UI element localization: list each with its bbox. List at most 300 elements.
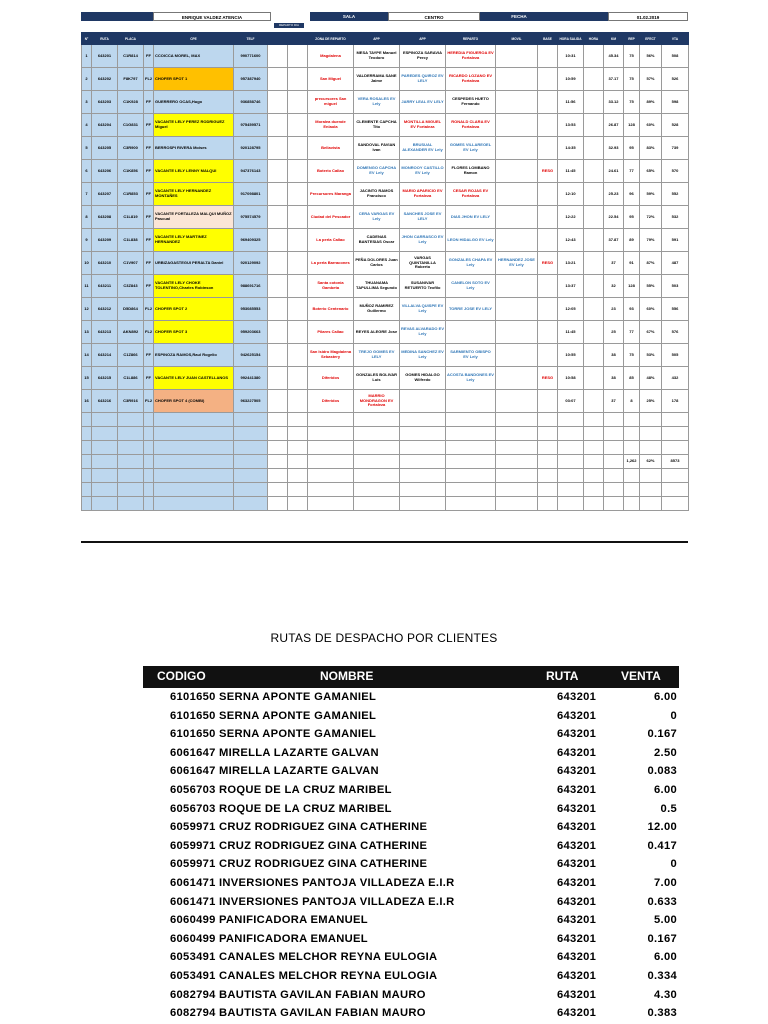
table-row — [82, 183, 689, 206]
empty-cell — [662, 483, 689, 497]
empty-cell — [288, 427, 308, 441]
list-item — [143, 800, 679, 819]
cell-x1 — [268, 252, 288, 275]
empty-row — [82, 441, 689, 455]
table-row — [82, 344, 689, 367]
cell-zona: San Miguel — [308, 68, 354, 91]
cell-p: 60% — [640, 298, 662, 321]
cell-n: 11 — [82, 275, 92, 298]
cell-rep: CESPEDES HUETO Fernando — [446, 91, 496, 114]
cell-h1: 11:56 — [558, 91, 584, 114]
cell-placa: C3R916 — [118, 390, 144, 413]
cell-ruta: 643213 — [92, 321, 118, 344]
cell-h2: 32 — [604, 275, 624, 298]
cell-k: 96 — [624, 183, 640, 206]
cell-n: 4 — [82, 114, 92, 137]
dispatch-table — [81, 32, 689, 511]
cell-a2: MARIO APARICIO EV Fortaleza — [400, 183, 446, 206]
cell-driver: BERROSPI RIVERA Moises — [154, 137, 234, 160]
cell-t: FF — [144, 229, 154, 252]
route-number: 643201 — [557, 932, 597, 945]
client-name: ROQUE DE LA CRUZ MARIBEL — [219, 802, 392, 815]
empty-cell — [154, 497, 234, 511]
column-header: N° — [82, 33, 92, 45]
empty-cell — [82, 413, 92, 427]
list-item — [143, 688, 679, 707]
cell-k: 89 — [624, 229, 640, 252]
client-name: INVERSIONES PANTOJA VILLADEZA E.I.R — [219, 895, 455, 908]
cell-phone: 975459571 — [234, 114, 268, 137]
cell-x2 — [288, 137, 308, 160]
cell-driver: GUERRERO OCAS,Hugo — [154, 91, 234, 114]
cell-a1: GONZALES BOLIVAR Luis — [354, 367, 400, 390]
empty-cell — [82, 427, 92, 441]
cell-x2 — [288, 275, 308, 298]
column-header: REP — [624, 33, 640, 45]
list-item — [143, 948, 679, 967]
cell-ruta: 643202 — [92, 68, 118, 91]
empty-cell — [154, 483, 234, 497]
cell-a2: ESPINOZA SARAVIA Percy — [400, 45, 446, 68]
cell-n: 7 — [82, 183, 92, 206]
cell-base — [538, 390, 558, 413]
empty-cell — [118, 413, 144, 427]
empty-cell — [538, 413, 558, 427]
fecha-value: 01.02.2019 — [608, 12, 688, 21]
cell-driver: VACANTE FORTALEZA MALQUI MUÑOZ Pascual — [154, 206, 234, 229]
empty-cell — [538, 469, 558, 483]
route-number: 643201 — [557, 783, 597, 796]
cell-p: 55% — [640, 275, 662, 298]
cell-p: 60% — [640, 114, 662, 137]
cell-x3 — [584, 91, 604, 114]
empty-cell — [308, 469, 354, 483]
table-row — [82, 137, 689, 160]
cell-h1: 14:35 — [558, 137, 584, 160]
empty-cell — [538, 497, 558, 511]
cell-k: 77 — [624, 160, 640, 183]
cell-x1 — [268, 344, 288, 367]
cell-rep: CESAR ROJAS EV Fortaleza — [446, 183, 496, 206]
cell-x3 — [584, 68, 604, 91]
client-code: 6061471 — [170, 895, 216, 908]
client-code: 6053491 — [170, 951, 216, 964]
empty-row — [82, 469, 689, 483]
cell-phone: 917098801 — [234, 183, 268, 206]
cell-x3 — [584, 321, 604, 344]
column-header: BASE — [538, 33, 558, 45]
cell-zona: Boterio Callao — [308, 160, 354, 183]
client-name: MIRELLA LAZARTE GALVAN — [219, 765, 379, 778]
cell-placa: C1R814 — [118, 45, 144, 68]
cell-x3 — [584, 390, 604, 413]
cell-zona: San Isidro Magdalena Sebastery — [308, 344, 354, 367]
sale-amount: 0.383 — [647, 1007, 677, 1020]
cell-h2: 24.61 — [604, 160, 624, 183]
route-number: 643201 — [557, 746, 597, 759]
cell-a2: MONTILLA MIGUEL EV Fortaleza — [400, 114, 446, 137]
cell-v: 528 — [662, 114, 689, 137]
cell-rep: RICARDO LOZANO EV Fortaleza — [446, 68, 496, 91]
client-code: 6056703 — [170, 802, 216, 815]
cell-x1 — [268, 45, 288, 68]
empty-cell — [662, 469, 689, 483]
cell-x1 — [268, 390, 288, 413]
table-row — [82, 275, 689, 298]
empty-cell — [640, 413, 662, 427]
empty-cell — [234, 441, 268, 455]
empty-cell — [154, 427, 234, 441]
cell-x1 — [268, 321, 288, 344]
cell-ruta: 643204 — [92, 114, 118, 137]
cell-v: 591 — [662, 229, 689, 252]
cell-k: 75 — [624, 68, 640, 91]
header-ruta: RUTA — [546, 669, 579, 683]
empty-cell — [446, 497, 496, 511]
cell-h2: 37.17 — [604, 68, 624, 91]
column-header: VTA — [662, 33, 689, 45]
cell-x2 — [288, 206, 308, 229]
cell-v: 526 — [662, 68, 689, 91]
empty-cell — [234, 427, 268, 441]
empty-cell — [354, 441, 400, 455]
cell-x3 — [584, 367, 604, 390]
cell-h1: 03:07 — [558, 390, 584, 413]
empty-cell — [354, 469, 400, 483]
route-number: 643201 — [557, 858, 597, 871]
cell-ruta: 643216 — [92, 390, 118, 413]
empty-cell — [604, 427, 624, 441]
sale-amount: 0.633 — [647, 895, 677, 908]
cell-n: 2 — [82, 68, 92, 91]
cell-zona: precursores San miguel — [308, 91, 354, 114]
cell-t: FF — [144, 183, 154, 206]
cell-n: 15 — [82, 367, 92, 390]
dispatch-sheet — [81, 12, 688, 464]
cell-v: 505 — [662, 344, 689, 367]
empty-cell — [624, 427, 640, 441]
cell-phone: 942625154 — [234, 344, 268, 367]
empty-cell — [604, 469, 624, 483]
cell-x2 — [288, 114, 308, 137]
cell-a1: MARRIO MONDRAGON EV Fortaleza — [354, 390, 400, 413]
empty-cell — [92, 455, 118, 469]
cell-phone: 936858746 — [234, 91, 268, 114]
client-name: SERNA APONTE GAMANIEL — [219, 691, 377, 703]
cell-n: 9 — [82, 229, 92, 252]
empty-cell — [400, 455, 446, 469]
cell-base — [538, 344, 558, 367]
cell-t: FL2 — [144, 321, 154, 344]
route-number: 643201 — [557, 765, 597, 778]
empty-cell — [154, 469, 234, 483]
empty-cell — [354, 497, 400, 511]
cell-a1: TREJO GOMES EV LELY — [354, 344, 400, 367]
empty-cell — [82, 469, 92, 483]
empty-cell — [308, 413, 354, 427]
sale-amount: 0 — [670, 709, 677, 722]
client-code: 6059971 — [170, 858, 216, 871]
cell-x3 — [584, 183, 604, 206]
cell-a1: MUÑOZ RAMIREZ Guillermo — [354, 298, 400, 321]
empty-cell — [604, 441, 624, 455]
cell-h2: 26.87 — [604, 114, 624, 137]
table-row — [82, 252, 689, 275]
column-header — [288, 33, 308, 45]
route-number: 643201 — [557, 691, 597, 703]
client-name: CANALES MELCHOR REYNA EULOGIA — [219, 951, 438, 964]
cell-driver: CHOFER SPOT 2 — [154, 298, 234, 321]
cell-n: 16 — [82, 390, 92, 413]
total-p: 62% — [640, 455, 662, 469]
cell-phone: 959203663 — [234, 321, 268, 344]
table-row — [82, 91, 689, 114]
cell-rep: HEREDIA FIGUEROA EV Fortaleza — [446, 45, 496, 68]
list-item — [143, 707, 679, 726]
empty-cell — [662, 413, 689, 427]
list-item — [143, 874, 679, 893]
client-name: SERNA APONTE GAMANIEL — [219, 728, 377, 741]
list-item — [143, 781, 679, 800]
supervisor-name: ENRIQUE VALDEZ ATENCIA — [153, 12, 271, 21]
list-item — [143, 893, 679, 912]
cell-h1: 12:10 — [558, 183, 584, 206]
empty-cell — [288, 413, 308, 427]
column-header: EFECT — [640, 33, 662, 45]
empty-row — [82, 413, 689, 427]
empty-cell — [604, 483, 624, 497]
empty-cell — [640, 497, 662, 511]
empty-cell — [308, 483, 354, 497]
column-header: RUTA — [92, 33, 118, 45]
cell-base — [538, 275, 558, 298]
cell-n: 13 — [82, 321, 92, 344]
client-name: ROQUE DE LA CRUZ MARIBEL — [219, 783, 392, 796]
client-code: 6060499 — [170, 932, 216, 945]
cell-p: 89% — [640, 91, 662, 114]
empty-cell — [538, 441, 558, 455]
column-header: APP — [400, 33, 446, 45]
empty-cell — [400, 469, 446, 483]
cell-k: 77 — [624, 321, 640, 344]
cell-zona: Precursores Maranga — [308, 183, 354, 206]
client-name: BAUTISTA GAVILAN FABIAN MAURO — [219, 1007, 426, 1020]
cell-phone: 947376143 — [234, 160, 268, 183]
cell-driver: VACANTE LELY MARTINEZ HERNANDEZ — [154, 229, 234, 252]
cell-k: 128 — [624, 114, 640, 137]
empty-cell — [82, 441, 92, 455]
empty-cell — [400, 427, 446, 441]
routes-title: RUTAS DE DESPACHO POR CLIENTES — [270, 631, 498, 645]
empty-cell — [92, 483, 118, 497]
cell-k: 93 — [624, 298, 640, 321]
cell-phone: 990771600 — [234, 45, 268, 68]
empty-cell — [92, 413, 118, 427]
empty-cell — [538, 483, 558, 497]
total-v: 8573 — [662, 455, 689, 469]
client-name: BAUTISTA GAVILAN FABIAN MAURO — [219, 988, 426, 1001]
cell-x1 — [268, 367, 288, 390]
empty-cell — [584, 483, 604, 497]
cell-a1: DOMENGO CAPCHA EV Lely — [354, 160, 400, 183]
route-number: 643201 — [557, 876, 597, 889]
cell-phone: 963227505 — [234, 390, 268, 413]
empty-cell — [308, 497, 354, 511]
cell-a2: VILLALVA QUISPE EV Lely — [400, 298, 446, 321]
empty-cell — [234, 483, 268, 497]
sale-amount: 0.167 — [647, 728, 677, 741]
cell-x3 — [584, 298, 604, 321]
cell-t: FF — [144, 252, 154, 275]
sale-amount: 7.00 — [654, 876, 677, 889]
cell-h1: 12:43 — [558, 229, 584, 252]
cell-h2: 33.12 — [604, 91, 624, 114]
empty-cell — [624, 469, 640, 483]
cell-x1 — [268, 68, 288, 91]
cell-base — [538, 137, 558, 160]
empty-cell — [400, 497, 446, 511]
cell-ruta: 643210 — [92, 252, 118, 275]
cell-n: 12 — [82, 298, 92, 321]
cell-t: FF — [144, 45, 154, 68]
cell-zona: Ciudad del Pescador — [308, 206, 354, 229]
empty-cell — [640, 441, 662, 455]
route-number: 643201 — [557, 728, 597, 741]
cell-x1 — [268, 206, 288, 229]
empty-row — [82, 483, 689, 497]
sheet-bottom-border — [81, 541, 688, 543]
cell-t: FL2 — [144, 68, 154, 91]
column-header: CPE — [154, 33, 234, 45]
sale-amount: 0.167 — [647, 932, 677, 945]
cell-rep: GONZALES CHAPA EV Lely — [446, 252, 496, 275]
empty-cell — [538, 427, 558, 441]
cell-placa: C1L838 — [118, 229, 144, 252]
cell-ruta: 643207 — [92, 183, 118, 206]
cell-x3 — [584, 275, 604, 298]
empty-cell — [268, 455, 288, 469]
cell-a2 — [400, 390, 446, 413]
routes-body — [143, 688, 679, 1023]
cell-h1: 11:45 — [558, 160, 584, 183]
empty-cell — [400, 413, 446, 427]
cell-movil — [496, 68, 538, 91]
cell-x2 — [288, 45, 308, 68]
list-item — [143, 725, 679, 744]
cell-a1: CADENAS BANTESIAS Oscar — [354, 229, 400, 252]
cell-x2 — [288, 183, 308, 206]
cell-n: 6 — [82, 160, 92, 183]
client-code: 6082794 — [170, 1007, 216, 1020]
column-header: ZONA DE REPARTO — [308, 33, 354, 45]
total-k: 1,262 — [624, 455, 640, 469]
cell-movil — [496, 229, 538, 252]
cell-zona: Diferidos — [308, 390, 354, 413]
routes-table — [143, 666, 679, 1023]
empty-cell — [496, 413, 538, 427]
empty-cell — [640, 469, 662, 483]
cell-x3 — [584, 137, 604, 160]
cell-ruta: 643214 — [92, 344, 118, 367]
cell-x3 — [584, 206, 604, 229]
cell-phone: 988691716 — [234, 275, 268, 298]
cell-base — [538, 91, 558, 114]
cell-k: 128 — [624, 275, 640, 298]
cell-phone: 920129092 — [234, 252, 268, 275]
route-number: 643201 — [557, 1007, 597, 1020]
empty-cell — [640, 427, 662, 441]
route-number: 643201 — [557, 895, 597, 908]
client-code: 6059971 — [170, 821, 216, 834]
route-number: 643201 — [557, 839, 597, 852]
cell-t: FF — [144, 137, 154, 160]
empty-cell — [584, 441, 604, 455]
empty-row — [82, 455, 689, 469]
empty-cell — [604, 497, 624, 511]
cell-x3 — [584, 229, 604, 252]
cell-x2 — [288, 252, 308, 275]
cell-k: 95 — [624, 206, 640, 229]
cell-movil: HERNANDEZ JOSE EV Lely — [496, 252, 538, 275]
cell-zona: Pilares Callao — [308, 321, 354, 344]
empty-cell — [154, 455, 234, 469]
cell-ruta: 643203 — [92, 91, 118, 114]
cell-v: 487 — [662, 252, 689, 275]
cell-h1: 11:45 — [558, 321, 584, 344]
empty-cell — [118, 427, 144, 441]
cell-driver: CHOFER SPOT 3 — [154, 321, 234, 344]
empty-cell — [354, 413, 400, 427]
empty-cell — [268, 469, 288, 483]
cell-driver: CCOICCA MOREL, MAX — [154, 45, 234, 68]
client-code: 6053491 — [170, 969, 216, 982]
cell-h2: 32.93 — [604, 137, 624, 160]
list-item — [143, 818, 679, 837]
client-name: CRUZ RODRIGUEZ GINA CATHERINE — [219, 839, 428, 852]
client-code: 6101650 — [170, 709, 216, 722]
cell-h2: 23 — [604, 298, 624, 321]
cell-placa: C1G831 — [118, 114, 144, 137]
cell-k: 75 — [624, 344, 640, 367]
cell-x3 — [584, 160, 604, 183]
cell-driver: VACANTE LELY LENNY MALQUI — [154, 160, 234, 183]
cell-zona: Bellavista — [308, 137, 354, 160]
cell-p: 83% — [640, 137, 662, 160]
cell-phone: 953085553 — [234, 298, 268, 321]
empty-cell — [268, 483, 288, 497]
cell-ruta: 643206 — [92, 160, 118, 183]
sale-amount: 4.30 — [654, 988, 677, 1001]
empty-cell — [446, 469, 496, 483]
cell-v: 532 — [662, 206, 689, 229]
cell-rep: SARMIENTO OBISPO EV Lely — [446, 344, 496, 367]
list-item — [143, 855, 679, 874]
empty-cell — [446, 483, 496, 497]
cell-x3 — [584, 114, 604, 137]
cell-h2: 38 — [604, 367, 624, 390]
empty-cell — [308, 455, 354, 469]
empty-cell — [234, 469, 268, 483]
empty-cell — [144, 483, 154, 497]
sale-amount: 6.00 — [654, 691, 677, 703]
column-header: HORA SALIDA — [558, 33, 584, 45]
cell-x2 — [288, 91, 308, 114]
empty-cell — [558, 427, 584, 441]
cell-a2: VARGAS QUINTANILLA Roberto — [400, 252, 446, 275]
table-row — [82, 114, 689, 137]
client-name: INVERSIONES PANTOJA VILLADEZA E.I.R — [219, 876, 455, 889]
client-name: CRUZ RODRIGUEZ GINA CATHERINE — [219, 821, 428, 834]
